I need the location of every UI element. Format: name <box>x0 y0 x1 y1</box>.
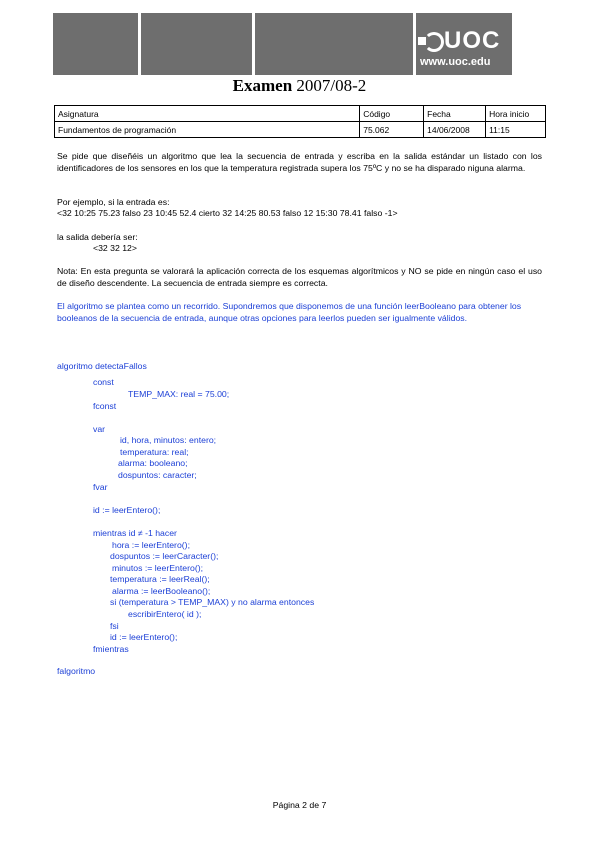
code-line-5: var <box>93 424 106 434</box>
page-title <box>0 76 599 96</box>
header-cell-hora: Hora inicio <box>486 106 546 122</box>
code-line-8: alarma: booleano; <box>118 458 188 468</box>
code-line-13: hora := leerEntero(); <box>112 540 190 550</box>
code-line-1: algoritmo detectaFallos <box>57 361 147 371</box>
table-row <box>55 122 546 138</box>
note: Nota: En esta pregunta se valorará la aplicación correcta de los esquemas algorítmicos y NO se pide en ningún caso el uso de diseño descendente. La secuencia de entrada siempre es correcta. <box>57 266 542 288</box>
title-main: Examen <box>232 76 293 95</box>
example-intro: Por ejemplo, si la entrada es: <box>57 197 170 207</box>
code-line-18: si (temperatura > TEMP_MAX) y no alarma entonces <box>110 597 315 607</box>
statement: Se pide que diseñéis un algoritmo que lea la secuencia de entrada y escriba en la salida estándar un listado con los identificadores de los sensores en los que la temperatura registrada supera los 75ºC y no se ha disparado niguna alarma. <box>57 151 542 173</box>
uoc-logo-icon <box>418 31 440 51</box>
code-line-23: falgoritmo <box>57 666 96 676</box>
header-cell-asignatura: Asignatura <box>55 106 360 122</box>
code-line-9: dospuntos: caracter; <box>118 470 197 480</box>
solution-intro: El algoritmo se plantea como un recorrido. Supondremos que disponemos de una función leerBooleano para obtener los booleanos de la secuencia de entrada, aunque otras opciones para leerlos pueden ser igualmente válidos. <box>57 301 522 323</box>
code-line-3: TEMP_MAX: real = 75.00; <box>128 389 230 399</box>
example-output: <32 32 12> <box>93 243 137 253</box>
code-line-16: temperatura := leerReal(); <box>110 574 210 584</box>
code-line-4: fconst <box>93 401 117 411</box>
title-year: 2007/08-2 <box>296 76 367 95</box>
output-intro: la salida debería ser: <box>57 232 138 242</box>
code-line-12: mientras id ≠ -1 hacer <box>93 528 177 538</box>
page-footer: Página 2 de 7 <box>272 800 327 810</box>
example-input: <32 10:25 75.23 falso 23 10:45 52.4 cierto 32 14:25 80.53 falso 12 15:30 78.41 falso -1> <box>57 208 398 218</box>
cell-codigo: 75.062 <box>360 122 424 138</box>
logo-url: www.uoc.edu <box>420 56 491 68</box>
code-line-11: id := leerEntero(); <box>93 505 161 515</box>
cell-hora: 11:15 <box>486 122 546 138</box>
table-header-row <box>55 106 546 122</box>
header-cell-codigo: Código <box>360 106 424 122</box>
code-line-17: alarma := leerBooleano(); <box>112 586 211 596</box>
header-block-1 <box>53 13 138 75</box>
code-line-20: fsi <box>110 621 119 631</box>
header-block-3 <box>255 13 413 75</box>
code-line-7: temperatura: real; <box>120 447 189 457</box>
code-line-22: fmientras <box>93 644 129 654</box>
code-line-14: dospuntos := leerCaracter(); <box>110 551 219 561</box>
uoc-logo <box>416 13 512 75</box>
code-line-21: id := leerEntero(); <box>110 632 178 642</box>
header-cell-fecha: Fecha <box>424 106 486 122</box>
cell-fecha: 14/06/2008 <box>424 122 486 138</box>
info-table <box>54 105 546 138</box>
cell-asignatura: Fundamentos de programación <box>55 122 360 138</box>
code-line-6: id, hora, minutos: entero; <box>120 435 217 445</box>
code-line-19: escribirEntero( id ); <box>128 609 202 619</box>
code-line-10: fvar <box>93 482 108 492</box>
logo-text: UOC <box>444 27 501 54</box>
code-line-15: minutos := leerEntero(); <box>112 563 204 573</box>
header-block-2 <box>141 13 252 75</box>
code-line-2: const <box>93 377 114 387</box>
